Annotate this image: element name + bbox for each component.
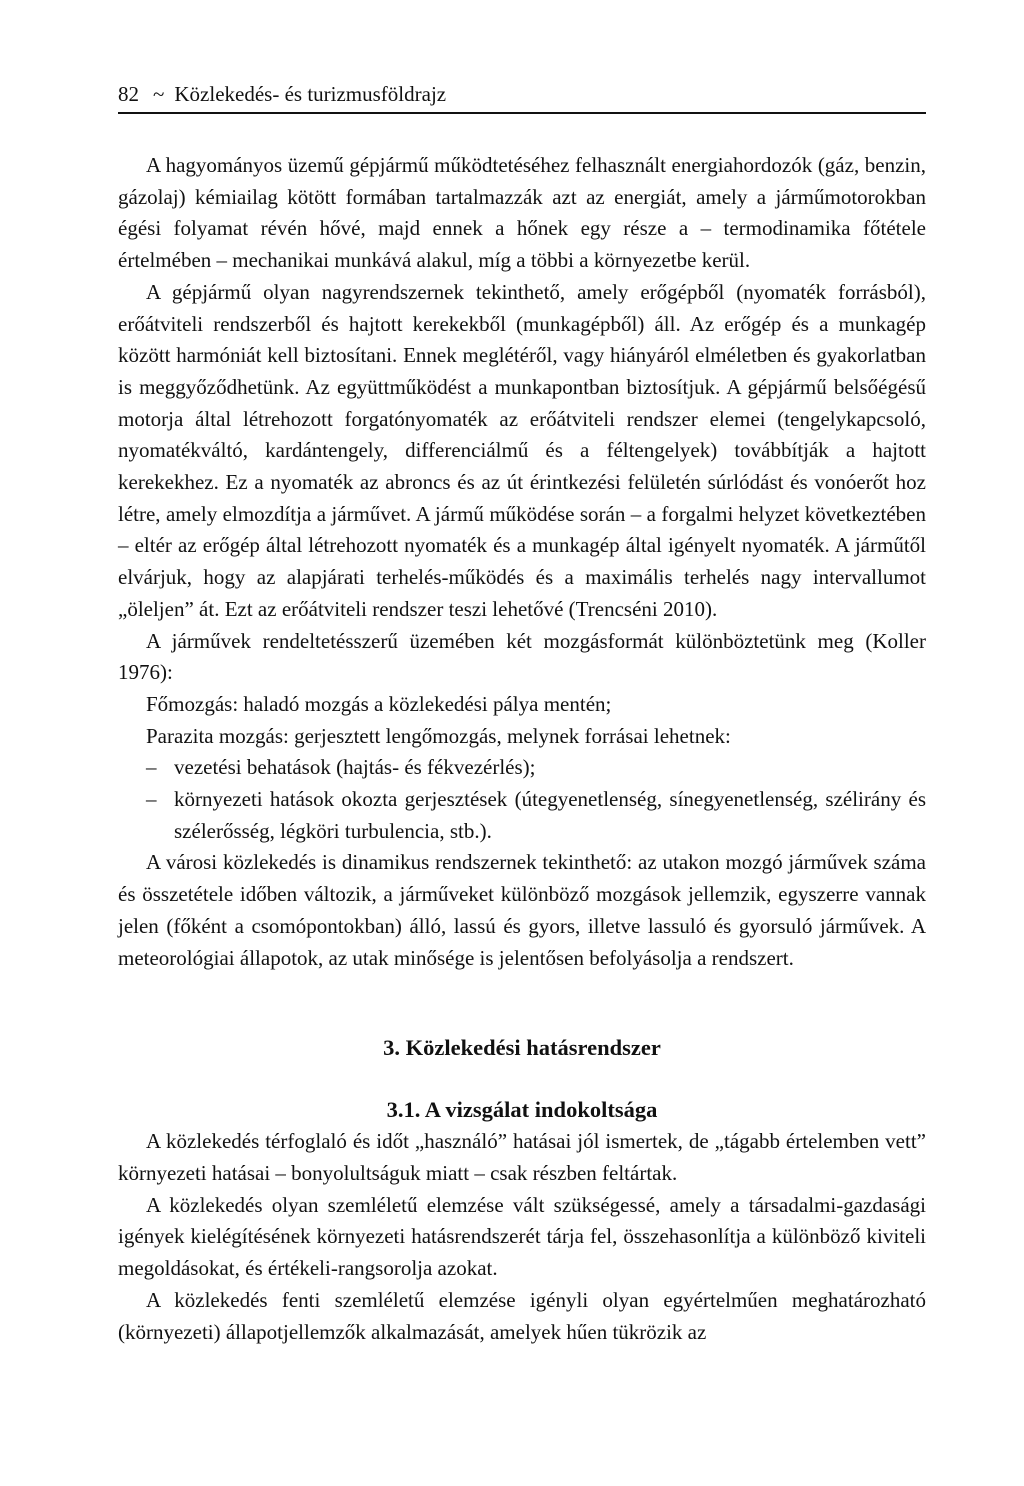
subsection-title: 3.1. A vizsgálat indokoltsága	[386, 1097, 658, 1123]
paragraph-state-indicators: A közlekedés fenti szemléletű elemzése igényli olyan egyértelműen meghatározható (környezeti) állapotjellemzők alkalmazását, amelyek hűen tükrözik az	[118, 1287, 926, 1344]
section-title: 3. Közlekedési hatásrendszer	[383, 1035, 661, 1061]
line-main-motion: Főmozgás: haladó mozgás a közlekedési pálya mentén;	[146, 691, 612, 716]
page-body	[118, 150, 926, 1348]
paragraph-energy-carriers: A hagyományos üzemű gépjármű működtetéséhez felhasznált energiahordozók (gáz, benzin, gázolaj) kémiailag kötött formában tartalmazzák azt az energiát, amely a járműmotorokban égési folyamat révén hővé, majd ennek a hőnek egy része a – termodinamika főtétele értelmében – mechanikai munkává alakul, míg a többi a környezetbe kerül.	[118, 153, 926, 273]
list-item: – vezetési behatások (hajtás- és fékvezérlés);	[146, 752, 926, 784]
paragraph-urban-traffic: A városi közlekedés is dinamikus rendszernek tekinthető: az utakon mozgó járművek száma és összetétele időben változik, a járműveket különböző mozgások jellemzik, egyszerre vannak jelen (főként a csomópontokban) álló, lassú és gyors, illetve lassuló és gyorsuló járművek. A meteorológiai állapotok, az utak minősége is jelentősen befolyásolja a rendszert.	[118, 850, 926, 970]
paragraph-motion-forms: A járművek rendeltetésszerű üzemében két mozgásformát különböztetünk meg (Koller 1976):	[118, 628, 926, 685]
paragraph-analysis-needed: A közlekedés olyan szemléletű elemzése vált szükségessé, amely a társadalmi-gazdasági igények kielégítésének környezeti hatásrendszerét tárja fel, összehasonlítja a különböző kiviteli megoldásokat, és értékeli-rangsorolja azokat.	[118, 1192, 926, 1281]
excitation-sources-list	[118, 752, 926, 847]
line-parasitic-motion: Parazita mozgás: gerjesztett lengőmozgás, melynek forrásai lehetnek:	[146, 723, 731, 748]
paragraph-known-effects: A közlekedés térfoglaló és időt „használó” hatásai jól ismertek, de „tágabb értelemben vett” környezeti hatásai – bonyolultságuk miatt – csak részben feltártak.	[118, 1129, 926, 1185]
book-title: Közlekedés- és turizmusföldrajz	[174, 82, 447, 106]
running-header	[118, 76, 926, 114]
page-number: 82	[118, 82, 139, 106]
list-item: – környezeti hatások okozta gerjesztések (útegyenetlenség, sínegyenetlenség, szélirány és szélerősség, légköri turbulencia, stb.).	[146, 784, 926, 847]
paragraph-vehicle-system: A gépjármű olyan nagyrendszernek tekinthető, amely erőgépből (nyomaték forrásból), erőátviteli rendszerből és hajtott kerekekből (munkagépből) áll. Az erőgép és a munkagép között harmóniát kell biztosítani. Ennek meglétéről, vagy hiányáról elméletben és gyakorlatban is meggyőződhetünk. Az együttműködést a munkapontban biztosítjuk. A gépjármű belsőégésű motorja által létrehozott forgatónyomaték az erőátviteli rendszer elemei (tengelykapcsoló, nyomatékváltó, kardántengely, differenciálmű és a féltengelyek) továbbítják a hajtott kerekekhez. Ez a nyomaték az abroncs és az út érintkezési felületén súrlódást és vonóerőt hoz létre, amely elmozdítja a járművet. A jármű működése során – a forgalmi helyzet következtében – eltér az erőgép által létrehozott nyomaték és a munkagép által igényelt nyomaték. A járműtől elvárjuk, hogy az alapjárati terhelés-működés és a maximális terhelés nagy intervallumot „öleljen” át. Ezt az erőátviteli rendszer teszi lehetővé (Trencséni 2010).	[118, 279, 926, 621]
header-separator: ~	[153, 82, 165, 106]
